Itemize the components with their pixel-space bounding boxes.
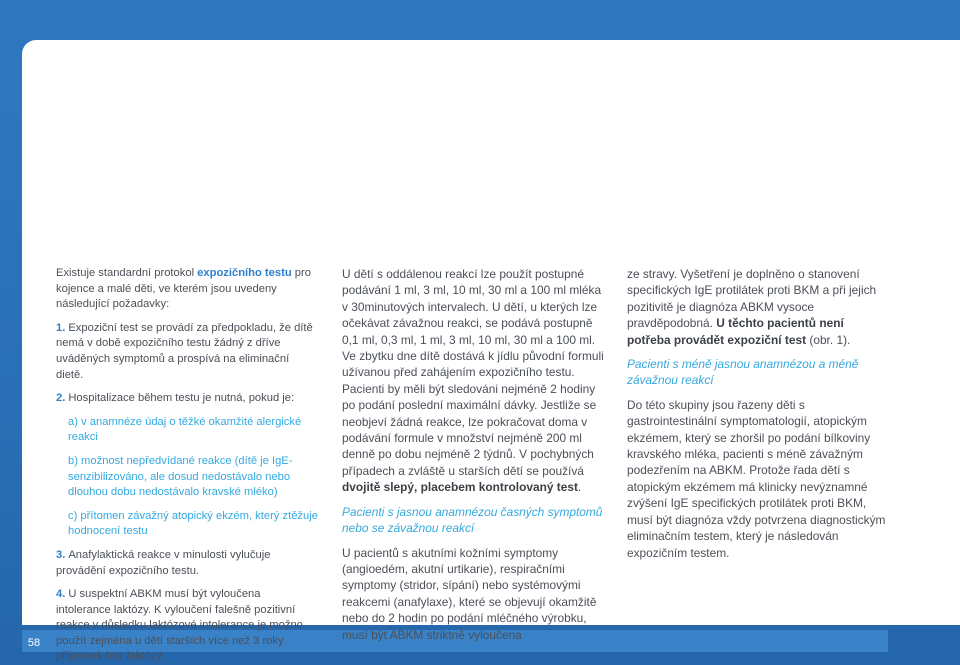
highlight-exposure-test: expozičního testu	[197, 267, 292, 279]
column-2	[342, 266, 604, 643]
section-heading-early-symptoms: Pacienti s jasnou anamnézou časných symptomů nebo se závažnou reakcí	[342, 504, 603, 536]
highlight-double-blind: dvojitě slepý, placebem kontrolovaný test	[342, 480, 578, 495]
list-item-1: 1. Expoziční test se provádí za předpokladu, že dítě nemá v době expozičního testu žádný z dříve uváděných symptomů a prospívá na eliminační dietě.	[56, 321, 313, 381]
page-number: 58	[27, 637, 41, 649]
highlight-no-test-needed: U těchto pacientů není potřeba provádět expoziční test	[627, 316, 844, 347]
paragraph-acute-symptoms: U pacientů s akutními kožními symptomy (angioedém, akutní urtikarie), respiračními symptomy (stridor, sípání) nebo systémovými reakcemi (anafylaxe), které se objevují okamžitě nebo do 2 hodin po podání mléčného výrobku, musí být ABKM striktně vyloučena	[342, 545, 597, 642]
paragraph-gastro-group: Do této skupiny jsou řazeny děti s gastrointestinální symptomatologií, atopickým ekzémem, který se zhoršil po podání bílkoviny kravského mléka, pacienti s méně závažným podezřením na ABKM. Protože řada dětí s atopickým ekzémem má klinicky nevýznamné zvýšení IgE specifických protilátek proti BKM, musí být diagnóza vždy potvrzena diagnostickým eliminačním testem, který je následován expozičním testem.	[627, 397, 886, 560]
list-item-2a: a) v anamnéze údaj o těžké okamžité alergické reakci	[68, 415, 302, 444]
list-item-2: 2. Hospitalizace během testu je nutná, pokud je:	[56, 392, 295, 405]
list-item-2c: c) přítomen závažný atopický ekzém, který ztěžuje hodnocení testu	[68, 509, 318, 538]
section-heading-less-clear: Pacienti s méně jasnou anamnézou a méně závažnou reakcí	[627, 357, 859, 388]
column-3	[627, 266, 887, 561]
list-item-2b: b) možnost nepředvídané reakce (dítě je IgE-senzibilizováno, ale dosud nedostávalo nebo dlouhou dobu nedostávalo kravské mléko)	[68, 454, 293, 499]
list-item-4: 4. U suspektní ABKM musí být vyloučena intolerance laktózy. K vyloučení falešně pozitivní reakce v důsledku laktózové intolerance je možno použít zejména u dětí starších více než 3 roky přípravek bez laktózy.	[56, 588, 303, 663]
paragraph-delayed-reaction: U dětí s oddálenou reakcí lze použít postupné podávání 1 ml, 3 ml, 10 ml, 30 ml a 100 ml mléka v 30minutových intervalech. U dětí, u kterých lze očekávat závažnou reakci, se podává postupně 0,1 ml, 0,3 ml, 1 ml, 3 ml, 10 ml, 30 ml a 100 ml. Ve zbytku dne dítě dostává k jídlu původní formuli užívanou před zahájením expozičního testu. Pacienti by měli být sledováni nejméně 2 hodiny po podání poslední maximální dávky. Jestliže se neobjeví žádná reakce, lze pokračovat doma v podávání formule v množství nejméně 200 ml denně po dobu nejméně 2 týdnů. V pochybných případech a zvláště u starších dětí se používá dvojitě slepý, placebem kontrolovaný test.	[342, 267, 604, 495]
column-1	[56, 266, 318, 665]
list-item-3: 3. Anafylaktická reakce v minulosti vylučuje provádění expozičního testu.	[56, 548, 271, 577]
intro-paragraph: Existuje standardní protokol expozičního testu pro kojence a malé děti, ve kterém jsou uvedeny následující požadavky:	[56, 267, 311, 311]
paragraph-diet-exclusion: ze stravy. Vyšetření je doplněno o stanovení specifických IgE protilátek proti BKM a při jejich pozitivitě je diagnóza ABKM vysoce pravděpodobná. U těchto pacientů není potřeba provádět expoziční test (obr. 1).	[627, 267, 877, 347]
